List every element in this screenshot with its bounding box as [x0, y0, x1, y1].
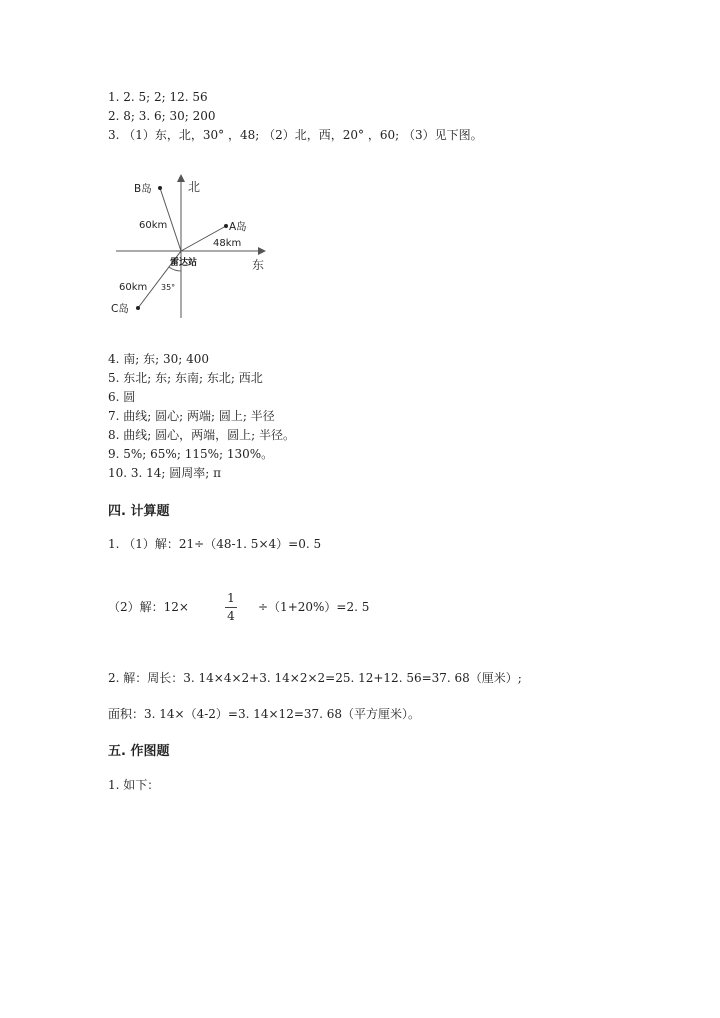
section-4-title: 四. 计算题: [108, 504, 170, 519]
east-label: 东: [252, 258, 265, 272]
distance-a-label: 48km: [213, 238, 242, 249]
distance-b-label: 60km: [139, 220, 168, 231]
point-c: [136, 306, 140, 310]
section-5-title: 五. 作图题: [108, 744, 170, 759]
fraction-bar: [225, 607, 237, 608]
answer-line-9: 9. 5%; 65%; 115%; 130%。: [108, 447, 274, 461]
calc-q2-area: 面积：3. 14×（4-2）=3. 14×12=37. 68（平方厘米）。: [108, 707, 421, 721]
angle-label: 35°: [161, 283, 176, 292]
answer-line-10: 10. 3. 14; 圆周率; π: [108, 466, 222, 480]
answer-line-1: 1. 2. 5; 2; 12. 56: [108, 90, 208, 104]
east-arrowhead: [258, 247, 266, 255]
calc-q2-perimeter: 2. 解：周长：3. 14×4×2+3. 14×2×2=25. 12+12. 56=37. 68（厘米）;: [108, 671, 522, 685]
island-b-label: B岛: [134, 183, 152, 195]
island-a-label: A岛: [229, 221, 247, 233]
calc-q1-part1: 1. （1）解：21÷（48-1. 5×4）=0. 5: [108, 537, 322, 551]
answer-line-7: 7. 曲线; 圆心; 两端; 圆上; 半径: [108, 409, 275, 423]
fraction-denominator: 4: [227, 609, 235, 623]
north-label: 北: [188, 180, 201, 194]
answer-line-6: 6. 圆: [108, 390, 136, 404]
fraction-numerator: 1: [227, 591, 235, 605]
station-label: 雷达站: [170, 258, 198, 268]
answer-line-3: 3. （1）东，北，30° ，48; （2）北，西，20° ，60; （3）见下图。: [108, 128, 483, 142]
answer-line-2: 2. 8; 3. 6; 30; 200: [108, 109, 216, 123]
answer-line-5: 5. 东北; 东; 东南; 东北; 西北: [108, 371, 263, 385]
calc-q1-part2-prefix: （2）解：12×: [108, 600, 189, 614]
calc-q1-part2-suffix: ÷（1+20%）=2. 5: [258, 600, 370, 614]
north-arrowhead: [177, 174, 185, 182]
answer-line-4: 4. 南; 东; 30; 400: [108, 352, 210, 366]
radar-direction-diagram: [108, 168, 278, 318]
distance-c-label: 60km: [119, 282, 148, 293]
drawing-q1: 1. 如下：: [108, 778, 160, 792]
answer-line-8: 8. 曲线; 圆心，两端，圆上; 半径。: [108, 428, 295, 442]
point-a: [224, 224, 228, 228]
island-c-label: C岛: [111, 303, 129, 315]
point-b: [158, 186, 162, 190]
